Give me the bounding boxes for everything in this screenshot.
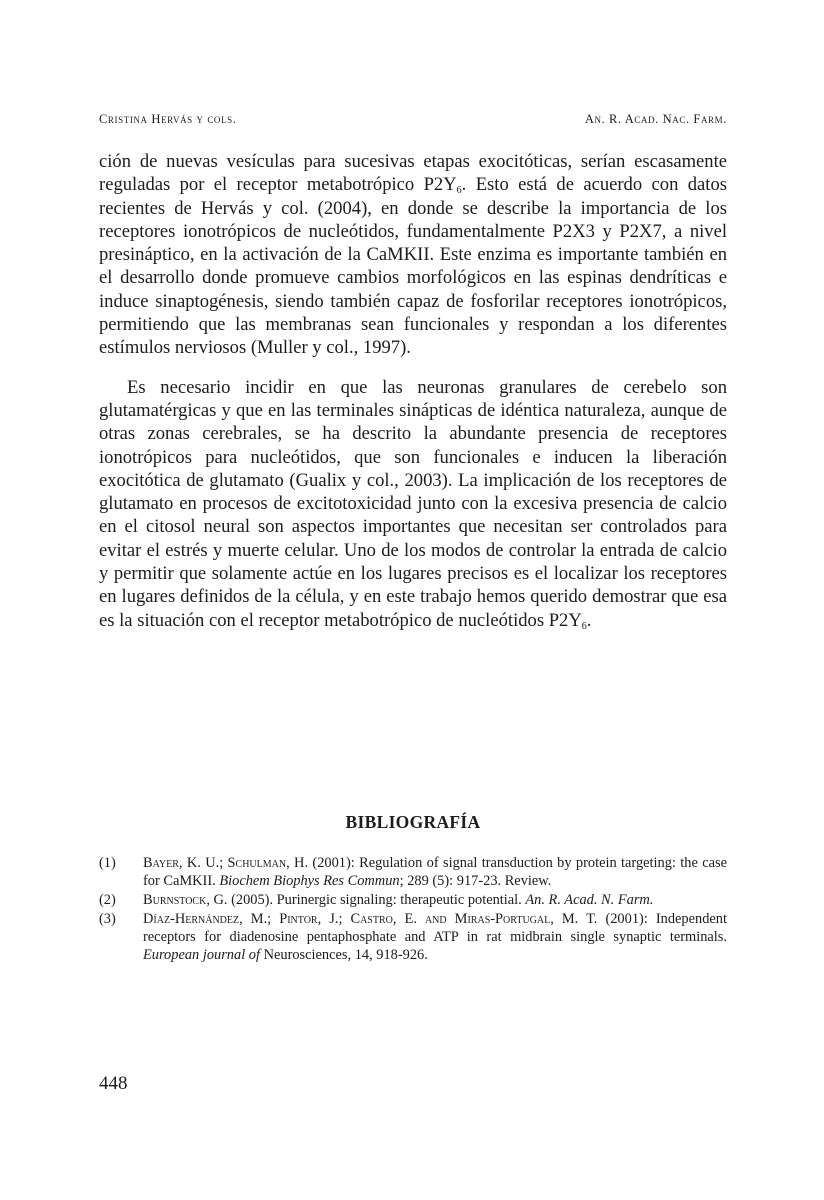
reference-authors: Burnstock, G. xyxy=(143,891,228,908)
reference-authors: Bayer, K. U.; Schulman, H. xyxy=(143,855,309,871)
reference-number: (2) xyxy=(99,891,116,908)
paragraph-2-text-b: . xyxy=(586,609,592,631)
running-header xyxy=(99,112,727,127)
reference-tail: ; 289 (5): 917-23. Review. xyxy=(399,872,552,889)
subscript-6: 6 xyxy=(456,185,462,197)
reference-body: (2005). Purinergic signaling: therapeutic potential. xyxy=(227,891,526,908)
reference-number: (1) xyxy=(99,855,116,871)
reference-text xyxy=(143,892,727,910)
header-authors: Cristina Hervás y cols. xyxy=(99,112,237,126)
reference-text xyxy=(143,911,727,965)
reference-journal: Biochem Biophys Res Commun xyxy=(219,872,400,889)
reference-item xyxy=(99,855,727,891)
reference-journal: European journal of xyxy=(143,946,260,963)
paragraph-1-text-b: . Esto está de acuerdo con datos recientes de Hervás y col. (2004), en donde se describe la importancia de los receptores ionotrópicos de nucleótidos, fundamentalmente P2X3 y P2X7, a nivel presináptico, en la activación de la CaMKII. Este enzima es importante también en el desarrollo donde promueve cambios morfológicos en las espinas dendríticas e induce sinaptogénesis, siendo también capaz de fosforilar receptores ionotrópicos, permitiendo que las membranas sean funcionales y respondan a los diferentes estímulos nerviosos (Muller y col., 1997). xyxy=(99,174,727,359)
body-text xyxy=(99,150,727,632)
reference-number: (3) xyxy=(99,910,116,927)
paragraph-2 xyxy=(99,376,727,632)
reference-authors: Díaz-Hernández, M.; Pintor, J.; Castro, E. and Miras-Portugal, M. T. xyxy=(143,910,598,927)
reference-body: (2001): Independent receptors for diadenosine pentaphosphate and ATP in rat midbrain single synaptic terminals. xyxy=(143,910,727,945)
reference-journal: An. R. Acad. N. Farm. xyxy=(525,891,654,908)
reference-list xyxy=(99,855,727,965)
reference-tail: Neurosciences, 14, 918-926. xyxy=(260,946,428,963)
paragraph-1 xyxy=(99,150,727,360)
page-number: 448 xyxy=(99,1073,128,1094)
reference-item xyxy=(99,911,727,965)
reference-item xyxy=(99,892,727,910)
bibliography-title: BIBLIOGRAFÍA xyxy=(345,812,481,832)
header-journal: An. R. Acad. Nac. Farm. xyxy=(584,112,727,126)
subscript-6: 6 xyxy=(581,620,587,632)
reference-body: (2001): Regulation of signal transduction by protein targeting: the case for CaMKII. xyxy=(143,855,727,889)
reference-text xyxy=(143,855,727,891)
paragraph-2-text-a: Es necesario incidir en que las neuronas granulares de cerebelo son glutamatérgicas y que en las terminales sinápticas de idéntica naturaleza, aunque de otras zonas cerebrales, se ha descrito la abundante presencia de receptores ionotrópicos para nucleótidos, que son funcionales e inducen la liberación exocitótica de glutamato (Gualix y col., 2003). La implicación de los receptores de glutamato en procesos de excitotoxicidad junto con la excesiva presencia de calcio en el citosol neural son aspectos importantes que necesitan ser controlados para evitar el estrés y muerte celular. Uno de los modos de controlar la entrada de calcio y permitir que solamente actúe en los lugares precisos es el localizar los receptores en lugares definidos de la célula, y en este trabajo hemos querido demostrar que esa es la situación con el receptor metabotrópico de nucleótidos P2Y xyxy=(99,376,727,631)
paragraph-1-text-a: ción de nuevas vesículas para sucesivas etapas exocitóticas, serían escasamente reguladas por el receptor metabotrópico P2Y xyxy=(99,151,727,196)
